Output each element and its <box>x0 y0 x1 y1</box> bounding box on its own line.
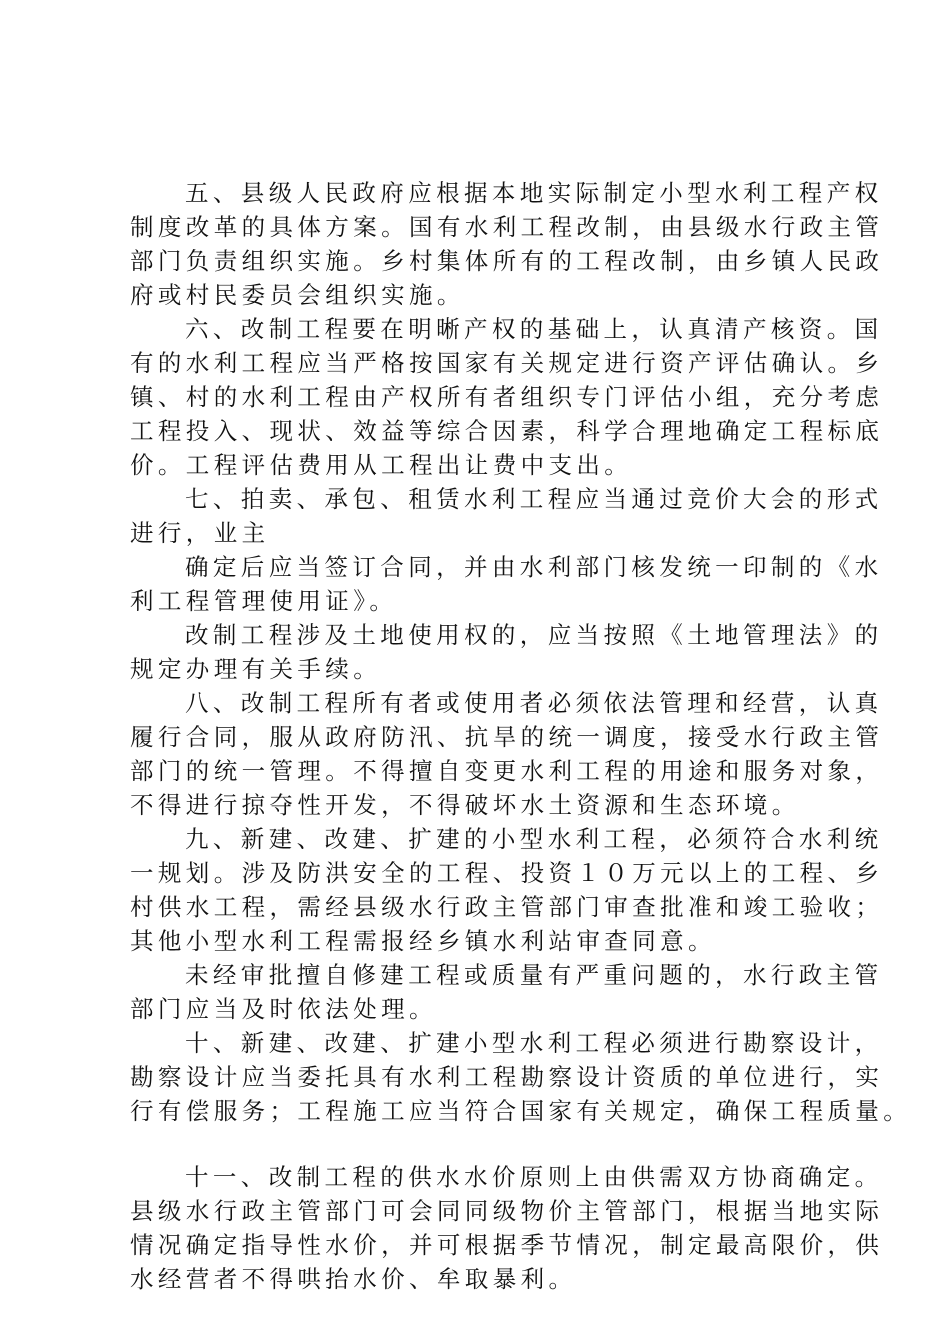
text-line: 部门应当及时依法处理。 <box>130 995 437 1023</box>
text-line: 行有偿服务；工程施工应当符合国家有关规定，确保工程质量。 <box>130 1097 912 1125</box>
text-line: 九、新建、改建、扩建的小型水利工程，必须符合水利统 <box>185 825 883 853</box>
text-line: 部门负责组织实施。乡村集体所有的工程改制，由乡镇人民政 <box>130 247 884 275</box>
text-line: 利工程管理使用证》。 <box>130 587 398 615</box>
text-line: 其他小型水利工程需报经乡镇水利站审查同意。 <box>130 927 716 955</box>
text-line: 镇、村的水利工程由产权所有者组织专门评估小组，充分考虑 <box>130 383 884 411</box>
text-line: 县级水行政主管部门可会同同级物价主管部门，根据当地实际 <box>130 1197 884 1225</box>
text-line: 十一、改制工程的供水水价原则上由供需双方协商确定。 <box>185 1163 883 1191</box>
text-line: 六、改制工程要在明晰产权的基础上，认真清产核资。国 <box>185 315 883 343</box>
text-line: 价。工程评估费用从工程出让费中支出。 <box>130 451 633 479</box>
text-line: 情况确定指导性水价，并可根据季节情况，制定最高限价，供 <box>130 1231 884 1259</box>
text-line: 府或村民委员会组织实施。 <box>130 281 465 309</box>
text-line: 一规划。涉及防洪安全的工程、投资１０万元以上的工程、乡 <box>130 859 884 887</box>
text-line: 部门的统一管理。不得擅自变更水利工程的用途和服务对象， <box>130 757 884 785</box>
text-line: 有的水利工程应当严格按国家有关规定进行资产评估确认。乡 <box>130 349 884 377</box>
text-line: 五、县级人民政府应根据本地实际制定小型水利工程产权 <box>185 179 883 207</box>
text-line: 村供水工程，需经县级水行政主管部门审查批准和竣工验收； <box>130 893 884 921</box>
text-line: 进行，业主 <box>130 519 270 547</box>
text-line: 确定后应当签订合同，并由水利部门核发统一印制的《水 <box>185 553 883 581</box>
text-line: 改制工程涉及土地使用权的，应当按照《土地管理法》的 <box>185 621 883 649</box>
text-line: 水经营者不得哄抬水价、牟取暴利。 <box>130 1265 577 1293</box>
text-line: 未经审批擅自修建工程或质量有严重问题的，水行政主管 <box>185 961 883 989</box>
text-line: 工程投入、现状、效益等综合因素，科学合理地确定工程标底 <box>130 417 884 445</box>
text-line: 不得进行掠夺性开发，不得破坏水土资源和生态环境。 <box>130 791 800 819</box>
text-line: 规定办理有关手续。 <box>130 655 382 683</box>
text-line: 十、新建、改建、扩建小型水利工程必须进行勘察设计， <box>185 1029 883 1057</box>
text-line: 勘察设计应当委托具有水利工程勘察设计资质的单位进行，实 <box>130 1063 884 1091</box>
text-line: 七、拍卖、承包、租赁水利工程应当通过竞价大会的形式 <box>185 485 883 513</box>
text-line: 履行合同，服从政府防汛、抗旱的统一调度，接受水行政主管 <box>130 723 884 751</box>
text-line: 八、改制工程所有者或使用者必须依法管理和经营，认真 <box>185 689 883 717</box>
text-line: 制度改革的具体方案。国有水利工程改制，由县级水行政主管 <box>130 213 884 241</box>
